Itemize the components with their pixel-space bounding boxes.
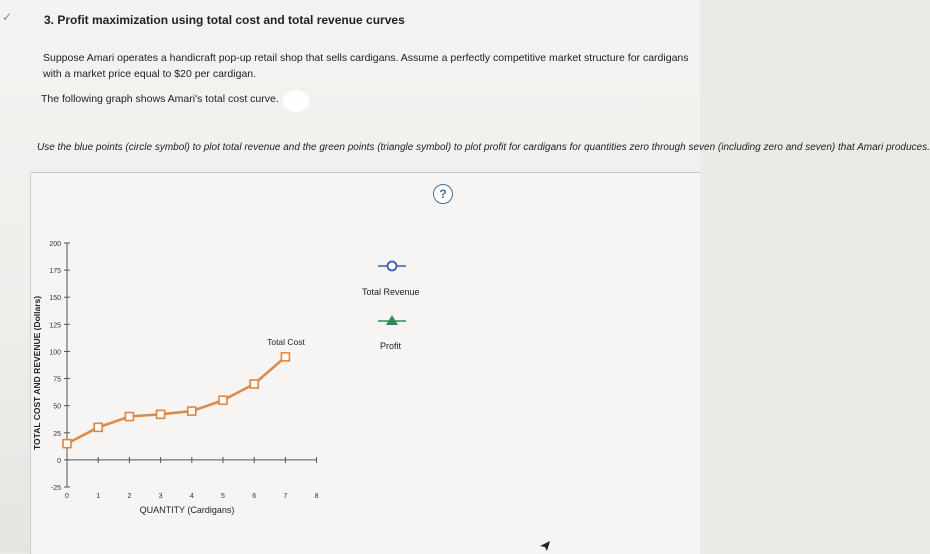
graph-panel — [30, 172, 462, 554]
help-icon[interactable]: ? — [433, 184, 453, 204]
x-tick-label: 8 — [314, 493, 319, 500]
question-instructions: Use the blue points (circle symbol) to plot total revenue and the green points (triangle symbol) to plot profit for cardigans for quantities zero through seven (including zero and seven) that Amari produces. — [37, 142, 930, 153]
y-tick-label: 150 — [49, 295, 61, 303]
question-title: 3. Profit maximization using total cost and total revenue curves — [44, 13, 405, 27]
legend-profit-label: Profit — [380, 341, 402, 351]
x-tick-label: 4 — [189, 493, 194, 500]
legend-profit-marker[interactable] — [372, 310, 412, 330]
highlight-blob — [283, 90, 309, 112]
y-tick-label: 75 — [53, 376, 61, 384]
y-axis-label: TOTAL COST AND REVENUE (Dollars) — [32, 295, 42, 450]
legend-total-revenue-label: Total Revenue — [362, 287, 420, 297]
x-tick-label: 5 — [221, 493, 225, 500]
y-tick-label: 25 — [53, 430, 61, 438]
y-tick-label: 175 — [49, 268, 61, 276]
legend-panel — [460, 172, 700, 554]
question-intro: Suppose Amari operates a handicraft pop-up retail shop that sells cardigans. Assume a perfectly competitive market structure for cardigans with a market price equal to $20 per cardigan. — [43, 52, 689, 80]
y-tick-label: 100 — [49, 349, 61, 357]
y-tick-label: 0 — [57, 457, 61, 465]
mouse-cursor-icon — [540, 540, 552, 552]
x-tick-label: 2 — [127, 493, 132, 500]
legend-total-revenue-marker[interactable] — [372, 256, 412, 276]
x-tick-label: 1 — [96, 493, 101, 500]
collapse-chevron-icon[interactable]: ✓ — [2, 10, 13, 24]
graph-description: The following graph shows Amari's total cost curve. — [41, 93, 279, 105]
x-tick-label: 0 — [65, 493, 69, 500]
y-tick-label: 50 — [53, 403, 61, 411]
x-tick-label: 3 — [158, 493, 163, 500]
y-tick-label: 125 — [49, 322, 61, 330]
x-tick-label: 6 — [252, 493, 257, 500]
total-cost-label: Total Cost — [267, 337, 305, 347]
y-tick-label: 200 — [49, 241, 61, 248]
x-tick-label: 7 — [283, 493, 288, 500]
x-axis-label: QUANTITY (Cardigans) — [139, 505, 235, 515]
y-tick-label: -25 — [50, 485, 61, 492]
